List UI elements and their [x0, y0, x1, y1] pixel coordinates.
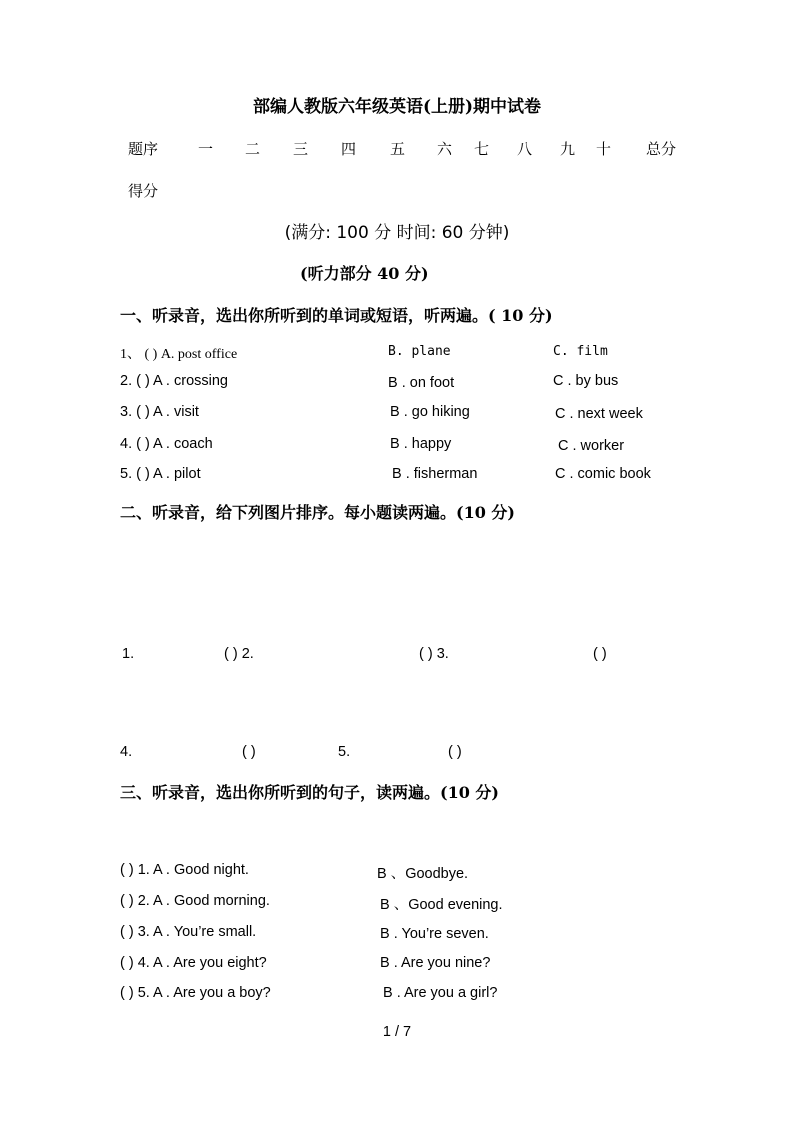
section3-q1: ( ) 1. A . Good night.: [120, 862, 249, 878]
section3-q3-option-b: B . You’re seven.: [380, 926, 489, 942]
section1-q1-option-b: B. plane: [388, 344, 451, 359]
score-header-label: 题序: [128, 140, 159, 158]
score-header-7: 七: [474, 140, 490, 158]
section1-heading: 一、听录音，选出你所听到的单词或短语，听两遍。( 10 分): [120, 306, 553, 325]
section3-q5-option-b: B . Are you a girl?: [383, 985, 498, 1001]
section3-q3: ( ) 3. A . You’re small.: [120, 924, 257, 940]
section3-q2: ( ) 2. A . Good morning.: [120, 893, 270, 909]
section3-q1-option-b: B 、Goodbye.: [377, 866, 469, 882]
section3-q5: ( ) 5. A . Are you a boy?: [120, 985, 271, 1001]
exam-info: (满分: 100 分 时间: 60 分钟): [284, 223, 510, 243]
section1-q4-option-b: B . happy: [390, 436, 452, 452]
listening-part-heading: (听力部分 40 分): [300, 264, 429, 283]
section2-item-4: 4.: [120, 744, 133, 760]
section1-q5-option-b: B . fisherman: [392, 466, 478, 482]
score-header-4: 四: [341, 140, 357, 158]
section1-q3: 3. ( ) A . visit: [120, 404, 199, 420]
score-header-2: 二: [245, 140, 261, 158]
section2-heading: 二、听录音，给下列图片排序。每小题读两遍。(10 分): [120, 503, 515, 522]
section1-q2: 2. ( ) A . crossing: [120, 373, 228, 389]
section2-blank-1: ( ) 2.: [224, 646, 254, 662]
section1-q2-option-c: C . by bus: [553, 373, 619, 389]
section1-q5: 5. ( ) A . pilot: [120, 466, 201, 482]
section1-q2-option-b: B . on foot: [388, 375, 455, 391]
section1-q5-option-c: C . comic book: [555, 466, 651, 482]
section2-blank-2: ( ) 3.: [419, 646, 449, 662]
section1-q1: 1、 ( ) A. post office: [120, 347, 238, 362]
section3-heading: 三、听录音，选出你所听到的句子，读两遍。(10 分): [120, 783, 499, 802]
section1-q3-option-b: B . go hiking: [390, 404, 470, 420]
page-title: 部编人教版六年级英语(上册)期中试卷: [252, 97, 542, 117]
section2-blank-5: ( ): [448, 744, 462, 760]
score-header-10: 十: [596, 140, 612, 158]
section3-q4: ( ) 4. A . Are you eight?: [120, 955, 267, 971]
score-header-8: 八: [517, 140, 533, 158]
score-header-5: 五: [390, 140, 406, 158]
section3-q2-option-b: B 、Good evening.: [380, 897, 503, 913]
section2-item-1: 1.: [122, 646, 135, 662]
score-header-3: 三: [293, 140, 309, 158]
section2-blank-4: ( ): [242, 744, 256, 760]
section2-blank-3: ( ): [593, 646, 607, 662]
section2-item-5: 5.: [338, 744, 351, 760]
score-row-label: 得分: [128, 182, 159, 200]
section3-q4-option-b: B . Are you nine?: [380, 955, 491, 971]
score-header-9: 九: [560, 140, 576, 158]
score-header-total: 总分: [646, 140, 677, 158]
score-header-6: 六: [437, 140, 453, 158]
score-header-1: 一: [198, 140, 214, 158]
section1-q4-option-c: C . worker: [558, 438, 625, 454]
section1-q4: 4. ( ) A . coach: [120, 436, 213, 452]
page-number: 1 / 7: [382, 1024, 412, 1040]
section1-q1-option-c: C. film: [553, 344, 608, 359]
section1-q3-option-c: C . next week: [555, 406, 643, 422]
